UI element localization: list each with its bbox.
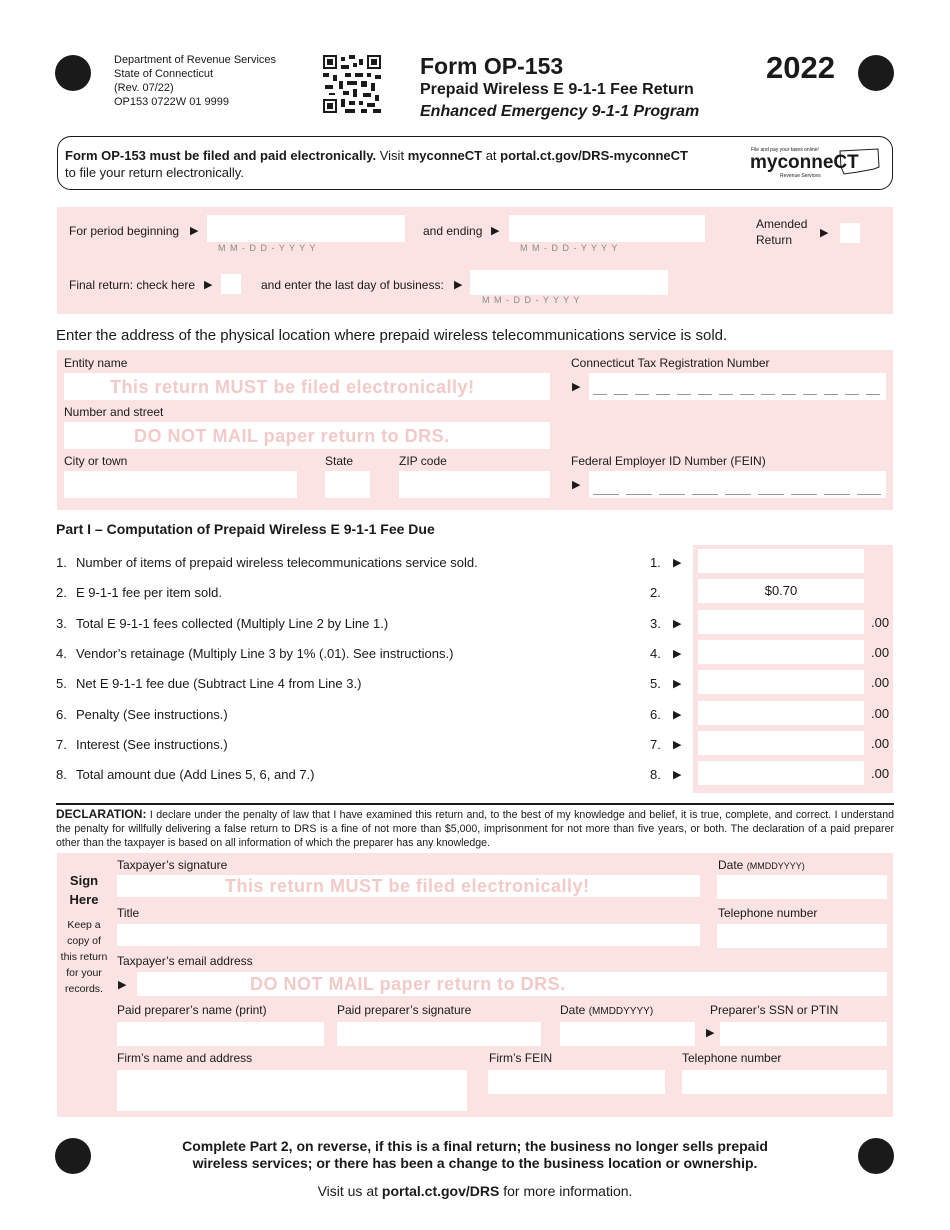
notice-line2: to file your return electronically. [65,165,244,180]
line-cents: .00 [871,766,890,781]
arrow-icon: ▶ [673,678,682,690]
tax-year: 2022 [766,50,835,85]
dept-block [114,53,276,109]
period-ending-label: and ending [423,224,483,238]
preparer-date-text: Date [560,1003,586,1017]
line-number: 4. [56,646,67,661]
preparer-ssn-input[interactable] [720,1022,887,1046]
declaration-rule [56,803,894,805]
telephone-input[interactable] [717,924,887,948]
firm-fein-input[interactable] [488,1070,665,1094]
final-return-label: Final return: check here [69,278,196,292]
line-cents: .00 [871,645,890,660]
taxpayer-signature-label: Taxpayer’s signature [117,858,228,872]
line-number: 3. [56,616,67,631]
date-text: Date [718,858,744,872]
connecticut-map-icon [838,147,880,175]
footer-line2: wireless services; or there has been a change to the business location or ownership. [192,1155,758,1171]
keep-copy-note: Keep a copy of this return for your records. [60,919,108,995]
firm-phone-label: Telephone number [682,1051,782,1065]
amended-checkbox[interactable] [840,223,860,243]
qr-code-icon [323,55,381,113]
street-label: Number and street [64,405,164,419]
preparer-date-label [560,1003,653,1017]
preparer-signature-input[interactable] [337,1022,541,1046]
logo-sub: Revenue Services [780,173,821,179]
line-description: Number of items of prepaid wireless telecommunications service sold. [76,555,478,570]
watermark-electronic: This return MUST be filed electronically! [225,876,590,896]
notice-visit: Visit [376,148,408,163]
taxpayer-date-input[interactable] [717,875,887,899]
period-beginning-input[interactable] [207,215,405,242]
line-number: 6. [56,707,67,722]
myconnect-logo [750,145,882,185]
arrow-icon: ▶ [204,279,213,291]
line-number: 1. [56,555,67,570]
logo-ct: CT [833,152,859,173]
notice-bold: Form OP-153 must be filed and paid electronically. [65,148,377,163]
last-day-label: and enter the last day of business: [261,278,444,292]
line-cents: .00 [871,736,890,751]
arrow-icon: ▶ [820,227,829,239]
state-label: State [325,454,354,468]
declaration-head: DECLARATION: [56,807,147,821]
entity-name-label: Entity name [64,356,128,370]
footer-visit [120,1183,830,1199]
preparer-signature-label: Paid preparer’s signature [337,1003,472,1017]
registration-mark [55,55,91,91]
arrow-icon: ▶ [190,225,199,237]
line-ref: 1. [650,555,661,570]
line-cents: .00 [871,706,890,721]
arrow-icon: ▶ [673,709,682,721]
arrow-icon: ▶ [118,979,127,991]
date-format-hint: M M - D D - Y Y Y Y [482,295,581,305]
line-ref: 2. [650,585,661,600]
email-label: Taxpayer’s email address [117,954,253,968]
watermark-no-mail: DO NOT MAIL paper return to DRS. [134,426,450,446]
arrow-icon: ▶ [673,557,682,569]
arrow-icon: ▶ [706,1027,715,1039]
line-amount-input[interactable] [698,701,864,725]
firm-name-input[interactable] [117,1070,467,1111]
line-amount-input[interactable]: $0.70 [698,579,864,603]
form-title: Form OP-153 [420,53,564,79]
dept-line1: Department of Revenue Services [114,54,277,66]
declaration-text: I declare under the penalty of law that I have examined this return and, to the best of my knowledge and belief, it is true, complete, and correct. I understand the penalty for willfully delivering a false return to DRS is a fine of not more than $5,000, imprisonment for not more than five years, or both. The declaration of a paid preparer other than the taxpayer is based on all information of which the preparer has any knowledge. [56,809,894,849]
arrow-icon: ▶ [572,381,581,393]
notice-at: at [482,148,501,163]
notice-url[interactable]: portal.ct.gov/DRS-myconneCT [500,148,688,163]
watermark-no-mail: DO NOT MAIL paper return to DRS. [250,974,566,994]
declaration [56,807,894,850]
city-label: City or town [64,454,128,468]
form-code: OP153 0722W 01 9999 [114,96,229,108]
telephone-label: Telephone number [718,906,818,920]
title-input[interactable] [117,924,700,946]
last-day-input[interactable] [470,270,668,295]
footer-url[interactable]: portal.ct.gov/DRS [381,1183,500,1199]
firm-name-label: Firm’s name and address [117,1051,253,1065]
zip-label: ZIP code [399,454,447,468]
period-beginning-label: For period beginning [69,224,180,238]
line-amount-input[interactable] [698,731,864,755]
notice-myconnect: myconneCT [407,148,483,163]
line-description: Net E 9-1-1 fee due (Subtract Line 4 from Line 3.) [76,676,362,691]
footer-instructions [120,1138,830,1172]
registration-mark [858,55,894,91]
form-subtitle: Prepaid Wireless E 9-1-1 Fee Return [420,81,694,98]
amended-line1: Amended [756,217,808,231]
arrow-icon: ▶ [673,739,682,751]
date-format-hint: M M - D D - Y Y Y Y [520,243,619,253]
preparer-date-input[interactable] [560,1022,695,1046]
dept-line2: State of Connecticut [114,68,214,80]
line-ref: 7. [650,737,661,752]
date-format-hint: M M - D D - Y Y Y Y [218,243,317,253]
period-ending-input[interactable] [509,215,705,242]
arrow-icon: ▶ [491,225,500,237]
title-label: Title [117,906,140,920]
logo-main: myconne [750,152,834,173]
line-ref: 4. [650,646,661,661]
tax-reg-label: Connecticut Tax Registration Number [571,356,770,370]
line-ref: 3. [650,616,661,631]
arrow-icon: ▶ [572,479,581,491]
amended-line2: Return [756,233,793,247]
preparer-ssn-label: Preparer’s SSN or PTIN [710,1003,839,1017]
line-description: Penalty (See instructions.) [76,707,228,722]
arrow-icon: ▶ [454,279,463,291]
line-description: E 9-1-1 fee per item sold. [76,585,222,600]
registration-mark [55,1138,91,1174]
date-label [718,858,805,872]
amended-label [756,216,807,248]
arrow-icon: ▶ [673,769,682,781]
part1-title: Part I – Computation of Prepaid Wireless E 9-1-1 Fee Due [56,521,435,537]
footer-more: for more information. [499,1183,633,1199]
line-number: 5. [56,676,67,691]
line-ref: 6. [650,707,661,722]
preparer-name-label: Paid preparer’s name (print) [117,1003,267,1017]
line-amount-input[interactable] [698,670,864,694]
line-description: Total amount due (Add Lines 5, 6, and 7.) [76,767,315,782]
state-input[interactable] [325,471,370,498]
tax-reg-input[interactable] [589,373,886,400]
address-intro: Enter the address of the physical location where prepaid wireless telecommunications service is sold. [56,327,728,344]
firm-fein-label: Firm’s FEIN [489,1051,553,1065]
arrow-icon: ▶ [673,618,682,630]
line-cents: .00 [871,615,890,630]
preparer-name-input[interactable] [117,1022,324,1046]
arrow-icon: ▶ [673,648,682,660]
line-ref: 5. [650,676,661,691]
sign-label: Sign [69,873,99,888]
city-input[interactable] [64,471,297,498]
line-number: 2. [56,585,67,600]
preparer-date-format: (MMDDYYYY) [588,1006,654,1017]
line-amount-input[interactable] [698,640,864,664]
registration-mark [858,1138,894,1174]
line-amount-input[interactable] [698,610,864,634]
line-number: 8. [56,767,67,782]
fein-label: Federal Employer ID Number (FEIN) [571,454,766,468]
tax-reg-ticks [593,394,881,395]
date-format: (MMDDYYYY) [746,861,805,871]
line-number: 7. [56,737,67,752]
program-name: Enhanced Emergency 9-1-1 Program [420,103,700,120]
footer-line1: Complete Part 2, on reverse, if this is a final return; the business no longer sells prepaid [182,1138,768,1154]
line-description: Vendor’s retainage (Multiply Line 3 by 1% (.01). See instructions.) [76,646,454,661]
watermark-electronic: This return MUST be filed electronically! [110,377,475,397]
rev-date: (Rev. 07/22) [114,82,174,94]
line-cents: .00 [871,675,890,690]
line-amount-input[interactable] [698,761,864,785]
sign-here [58,871,110,909]
here-label: Here [69,892,99,907]
line-amount-input[interactable] [698,549,864,573]
line-description: Total E 9-1-1 fees collected (Multiply Line 2 by Line 1.) [76,616,389,631]
fein-ticks [593,494,881,495]
notice-text [65,147,725,181]
line-description: Interest (See instructions.) [76,737,228,752]
zip-input[interactable] [399,471,550,498]
logo-tagline: File and pay your taxes online! [751,147,819,153]
footer-visit-text: Visit us at [317,1183,382,1199]
final-return-checkbox[interactable] [221,274,241,294]
firm-phone-input[interactable] [682,1070,887,1094]
line-ref: 8. [650,767,661,782]
